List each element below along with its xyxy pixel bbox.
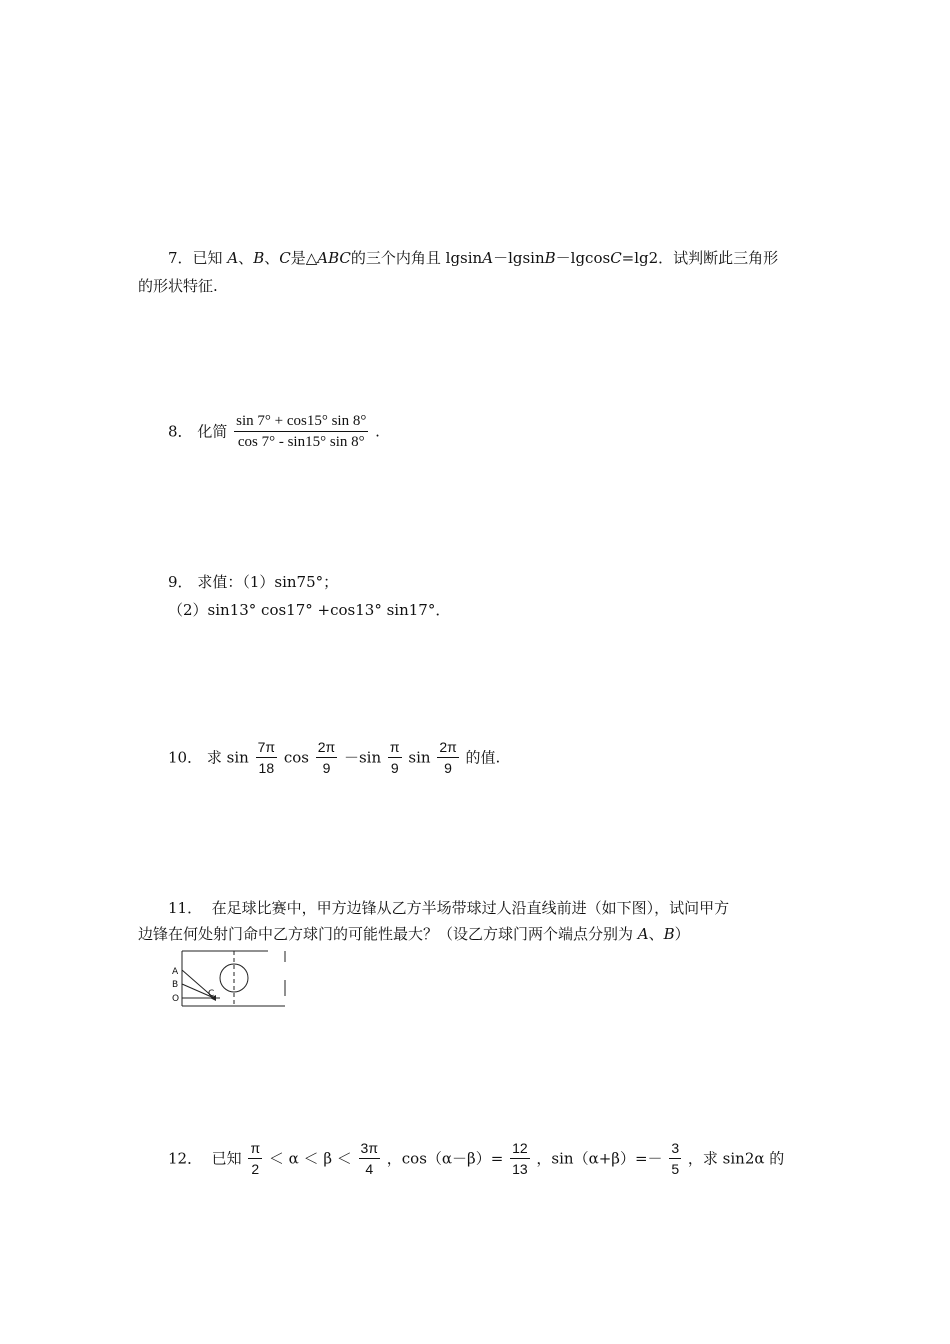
q7-line2: 的形状特征.	[138, 277, 218, 295]
q8-line: 8． 化简 $\frac{\sin 7^\circ + \cos 15^\circ \sin 8^\circ}{\cos 7^\circ - \sin 15^\circ \sin 8^\circ}$ .	[168, 413, 380, 450]
q8-fraction	[234, 411, 368, 452]
q11-line2: 边锋在何处射门命中乙方球门的可能性最大？（设乙方球门两个端点分别为 A、B）	[138, 925, 690, 943]
label-a: A	[172, 967, 179, 977]
q12-frac-3: $\frac{12}{13}$	[512, 1140, 528, 1177]
q8-denominator: cos 7° - sin15° sin 8°	[237, 434, 365, 450]
q8-numerator: sin 7° + cos15° sin 8°	[234, 411, 368, 432]
q12-frac-4: $\frac{3}{5}$	[671, 1140, 680, 1177]
q10-number: 10．	[168, 748, 203, 767]
q12-number: 12．	[168, 1149, 203, 1168]
label-c: C	[208, 989, 215, 999]
q8-number: 8．	[168, 422, 193, 441]
label-b: B	[172, 980, 179, 990]
q10-line: 10． 求 sin $\frac{7\pi}{18}$ cos $\frac{2\pi}{9}$ －sin $\frac{\pi}{9}$ sin $\frac{2\pi}{9}$ 的值.	[168, 739, 501, 776]
q11-line1: 11． 在足球比赛中，甲方边锋从乙方半场带球过人沿直线前进（如下图），试问甲方	[168, 899, 730, 917]
q9-line1: 9． 求值：（1）sin75°；	[168, 573, 339, 591]
q9-line2: （2）sin13° cos17° +cos13° sin17°．	[168, 601, 451, 619]
q8-label: 化简	[197, 422, 228, 441]
q12-line: 12． 已知 $\frac{\pi}{2}$ ＜ α ＜ β ＜ $\frac{3\pi}{4}$ ，cos（α－β）= $\frac{12}{13}$ ，sin（α+β）=－ $\frac{3}{5}$ ，求 sin2α 的	[168, 1140, 785, 1177]
q10-frac-3: $\frac{\pi}{9}$	[389, 739, 400, 776]
label-o: O	[172, 994, 180, 1004]
q10-frac-4: $\frac{2\pi}{9}$	[439, 739, 457, 776]
q9-number: 9．	[168, 573, 193, 591]
q11-number: 11．	[168, 899, 203, 917]
q12-frac-2: $\frac{3\pi}{4}$	[360, 1140, 378, 1177]
q7-line1: 7．已知 A、B、C是△ABC的三个内角且 lgsinA－lgsinB－lgcosC=lg2．试判断此三角形	[168, 249, 779, 267]
q12-frac-1: $\frac{\pi}{2}$	[250, 1140, 261, 1177]
q10-frac-1: $\frac{7\pi}{18}$	[257, 739, 276, 776]
q7-number: 7．	[168, 249, 193, 267]
q10-frac-2: $\frac{2\pi}{9}$	[317, 739, 336, 776]
soccer-field-figure	[168, 950, 288, 1008]
